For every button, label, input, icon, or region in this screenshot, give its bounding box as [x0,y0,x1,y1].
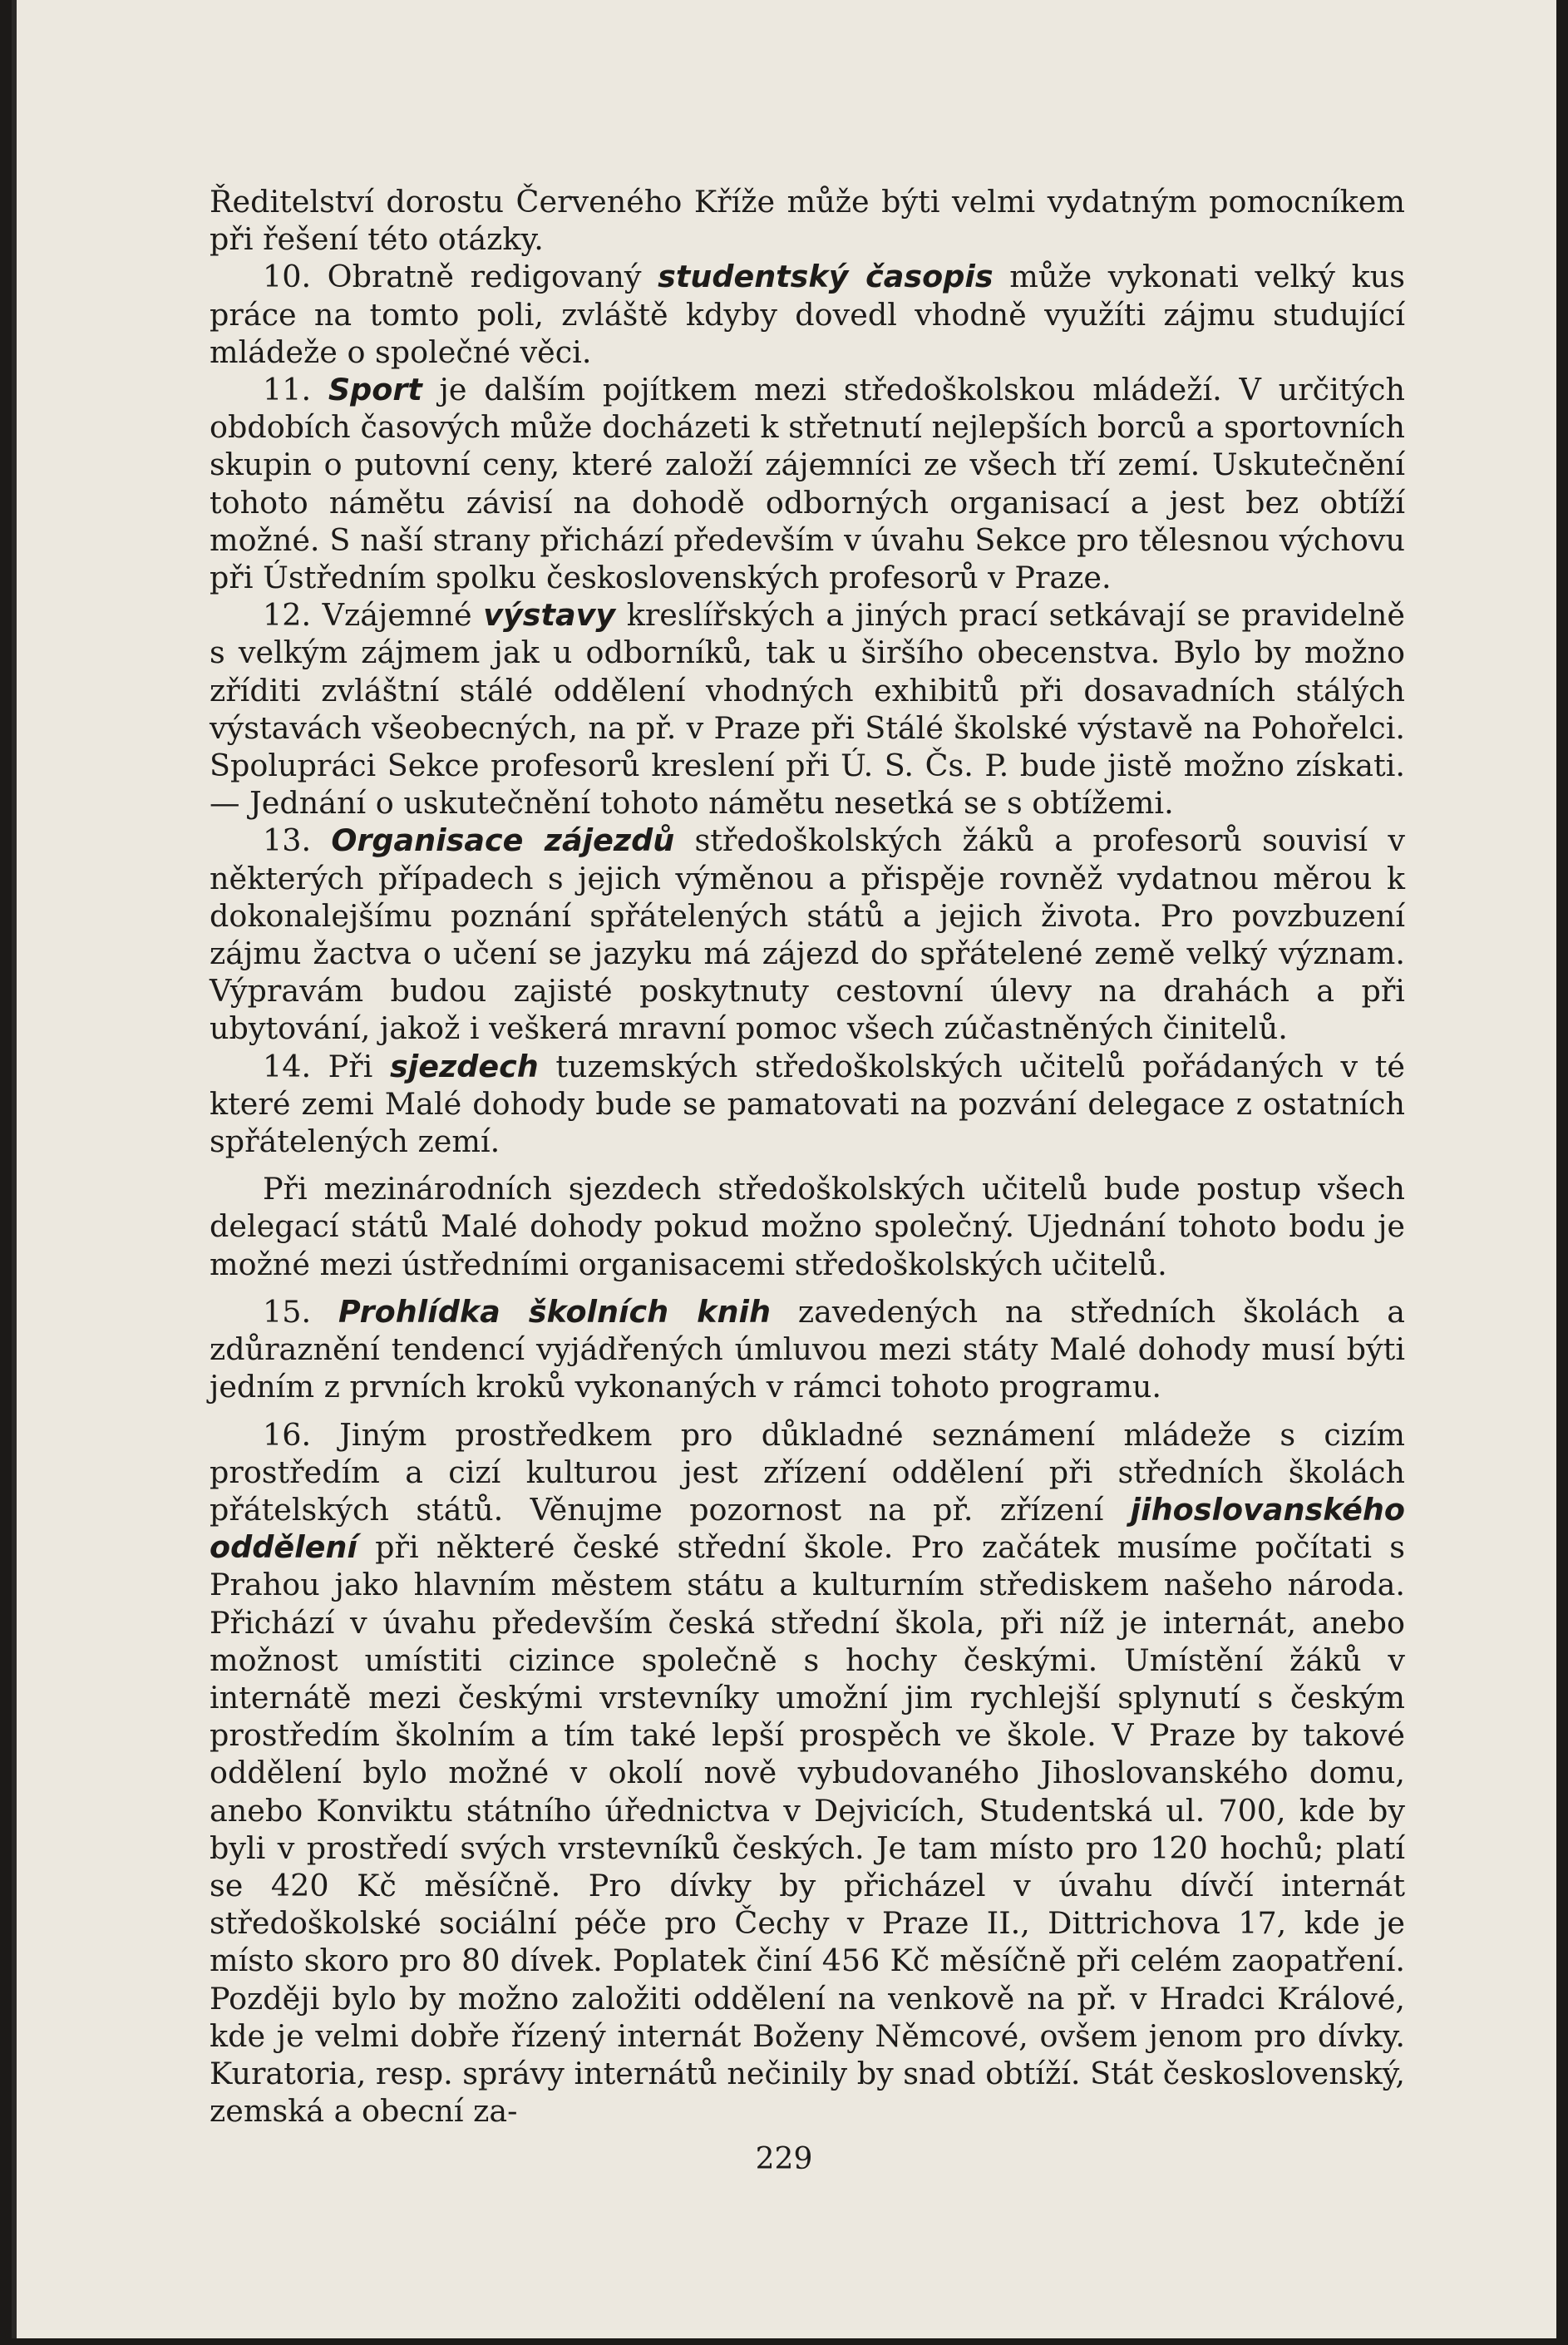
paragraph-11: 11. Sport je dalším pojítkem mezi středoškolskou mládeží. V určitých obdobích časových může docházeti k střetnutí nejlepších borců a sportovních skupin o putovní ceny, které založí zájemníci ze všech tří zemí. Uskutečnění tohoto námětu závisí na dohodě odborných organisací a jest bez obtíží možné. S naší strany přichází především v úvahu Sekce pro tělesnou výchovu při Ústředním spolku československých profesorů v Praze. [210,372,1405,596]
emphasis-jihoslovanskeho-oddeleni: jihoslovanského oddělení [210,1491,1405,1566]
page-number: 229 [755,2142,813,2176]
emphasis-vystavy: výstavy [483,597,616,634]
emphasis-sjezdech: sjezdech [390,1048,539,1084]
page [12,0,1556,2338]
body-text [210,183,1405,2130]
paragraph-13: 13. Organisace zájezdů středoškolských žáků a profesorů souvisí v některých případech s jejich výměnou a přispěje rovněž vydatnou měrou k dokonalejšímu poznání spřátelených států a jejich života. Pro povzbuzení zájmu žactva o učení se jazyku má zájezd do spřátelené země velký význam. Výpravám budou zajisté poskytnuty cestovní úlevy na drahách a při ubytování, jakož i veškerá mravní pomoc všech zúčastněných činitelů. [210,822,1405,1047]
emphasis-studentsky-casopis: studentský časopis [658,259,994,295]
paragraph-10: 10. Obratně redigovaný studentský časopis může vykonati velký kus práce na tomto poli, zvláště kdyby dovedl vhodně využíti zájmu studující mládeže o společné věci. [210,259,1405,370]
paragraph-12: 12. Vzájemné výstavy kreslířských a jiných prací setkávají se pravidelně s velkým zájmem jak u odborníků, tak u širšího obecenstva. Bylo by možno zříditi zvláštní stálé oddělení vhodných exhibitů při dosavadních stálých výstavách všeobecných, na př. v Praze při Stálé školské výstavě na Pohořelci. Spolupráci Sekce profesorů kreslení při Ú. S. Čs. P. bude jistě možno získati. — Jednání o uskutečnění tohoto námětu nesetká se s obtížemi. [210,597,1405,822]
paragraph-14-continued: Při mezinárodních sjezdech středoškolských učitelů bude postup všech delegací států Malé dohody pokud možno společný. Ujednání tohoto bodu je možné mezi ústředními organisacemi středoškolských učitelů. [210,1171,1405,1282]
emphasis-sport: Sport [328,372,422,408]
paragraph-continuation: Ředitelství dorostu Červeného Kříže může býti velmi vydatným pomocníkem při řešení této otázky. [210,184,1405,258]
paragraph-16: 16. Jiným prostředkem pro důkladné seznámení mládeže s cizím prostředím a cizí kulturou jest zřízení oddělení při středních školách přátelských států. Věnujme pozornost na př. zřízení jihoslovanského oddělení při některé české střední škole. Pro začátek musíme počítati s Prahou jako hlavním městem státu a kulturním střediskem našeho národa. Přichází v úvahu především česká střední škola, při níž je internát, anebo možnost umístiti cizince společně s hochy českými. Umístění žáků v internátě mezi českými vrstevníky umožní jim rychlejší splynutí s českým prostředím školním a tím také lepší prospěch ve škole. V Praze by takové oddělení bylo možné v okolí nově vybudovaného Jihoslovanského domu, anebo Konviktu státního úřednictva v Dejvicích, Studentská ul. 700, kde by byli v prostředí svých vrstevníků českých. Je tam místo pro 120 hochů; platí se 420 Kč měsíčně. Pro dívky by přicházel v úvahu dívčí internát středoškolské sociální péče pro Čechy v Praze II., Dittrichova 17, kde je místo skoro pro 80 dívek. Poplatek činí 456 Kč měsíčně při celém zaopatření. Později bylo by možno založiti oddělení na venkově na př. v Hradci Králové, kde je velmi dobře řízený internát Boženy Němcové, ovšem jenom pro dívky. Kuratoria, resp. správy internátů nečinily by snad obtíží. Stát československý, zemská a obecní za- [210,1416,1405,2130]
paragraph-15: 15. Prohlídka školních knih zavedených na středních školách a zdůraznění tendencí vyjádřených úmluvou mezi státy Malé dohody musí býti jedním z prvních kroků vykonaných v rámci tohoto programu. [210,1293,1406,1405]
paragraph-14: 14. Při sjezdech tuzemských středoškolských učitelů pořádaných v té které zemi Malé dohody bude se pamatovati na pozvání delegace z ostatních spřátelených zemí. [210,1048,1405,1160]
emphasis-organisace-zajezdu: Organisace zájezdů [331,822,675,859]
emphasis-prohlidka-skolnich-knih: Prohlídka školních knih [338,1293,771,1330]
